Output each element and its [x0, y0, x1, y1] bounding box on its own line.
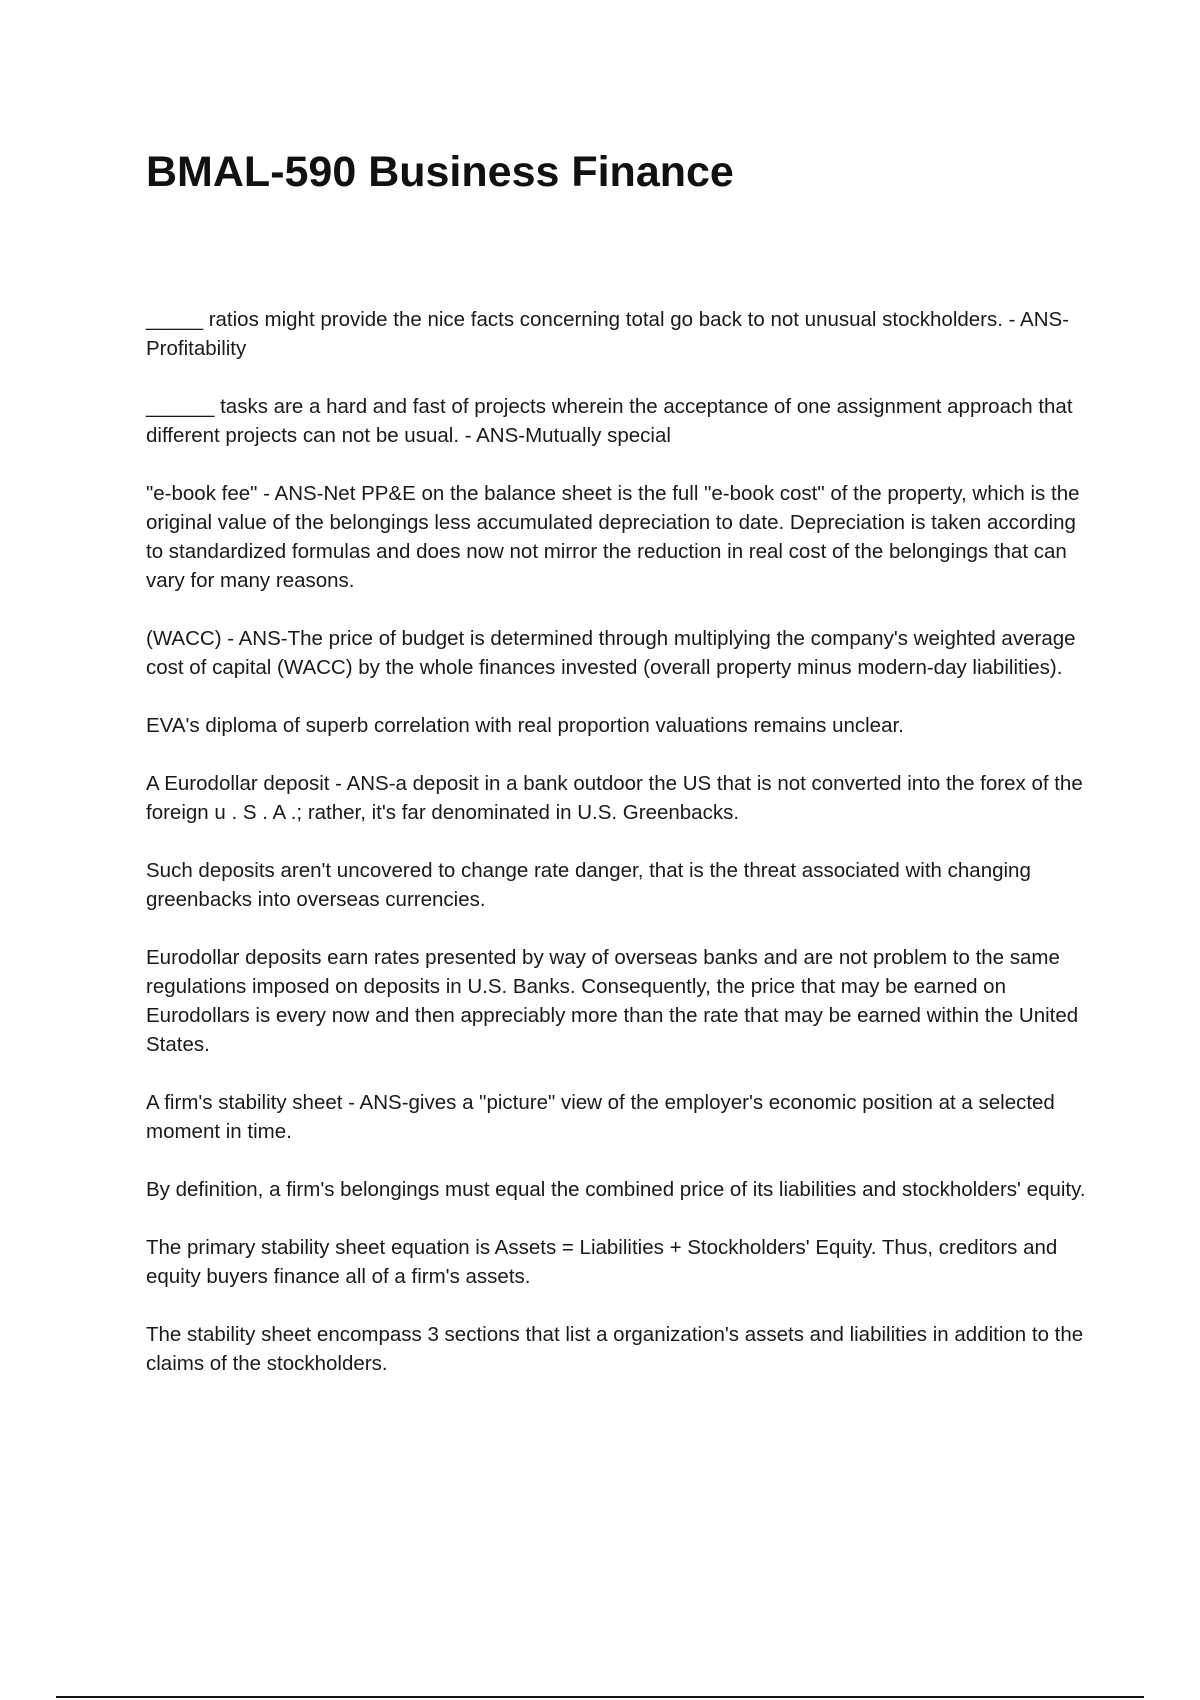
- paragraph-balance-equation: The primary stability sheet equation is Assets = Liabilities + Stockholders' Equity. Thus, creditors and equity buyers finance all of a firm's assets.: [146, 1236, 1058, 1288]
- paragraph-exchange-rate-risk: Such deposits aren't uncovered to change rate danger, that is the threat associated with changing greenbacks into overseas currencies.: [146, 859, 1031, 911]
- footer-divider: [56, 1696, 1144, 1698]
- paragraph-balance-sheet: A firm's stability sheet - ANS-gives a "picture" view of the employer's economic position at a selected moment in time.: [146, 1091, 1055, 1143]
- paragraph-wacc: (WACC) - ANS-The price of budget is determined through multiplying the company's weighted average cost of capital (WACC) by the whole finances invested (overall property minus modern-day liabilities).: [146, 627, 1076, 679]
- paragraph-mutually-exclusive: ______ tasks are a hard and fast of projects wherein the acceptance of one assignment approach that different projects can not be usual. - ANS-Mutually special: [146, 395, 1073, 447]
- paragraph-assets-definition: By definition, a firm's belongings must equal the combined price of its liabilities and stockholders' equity.: [146, 1178, 1086, 1201]
- paragraph-eurodollar-rates: Eurodollar deposits earn rates presented by way of overseas banks and are not problem to the same regulations imposed on deposits in U.S. Banks. Consequently, the price that may be earned on Eurodollars is every now and then appreciably more than the rate that may be earned within the United States.: [146, 946, 1079, 1056]
- document-body: [146, 305, 1096, 1407]
- paragraph-profitability: _____ ratios might provide the nice facts concerning total go back to not unusual stockholders. - ANS-Profitability: [146, 308, 1070, 360]
- paragraph-eva: EVA's diploma of superb correlation with real proportion valuations remains unclear.: [146, 714, 904, 737]
- paragraph-balance-sections: The stability sheet encompass 3 sections that list a organization's assets and liabilities in addition to the claims of the stockholders.: [146, 1323, 1084, 1375]
- paragraph-book-value: "e-book fee" - ANS-Net PP&E on the balance sheet is the full "e-book cost" of the property, which is the original value of the belongings less accumulated depreciation to date. Depreciation is taken according to standardized formulas and does now not mirror the reduction in real cost of the belongings that can vary for many reasons.: [146, 482, 1080, 592]
- paragraph-eurodollar-deposit: A Eurodollar deposit - ANS-a deposit in a bank outdoor the US that is not converted into the forex of the foreign u . S . A .; rather, it's far denominated in U.S. Greenbacks.: [146, 772, 1083, 824]
- document-title: BMAL-590 Business Finance: [146, 148, 734, 196]
